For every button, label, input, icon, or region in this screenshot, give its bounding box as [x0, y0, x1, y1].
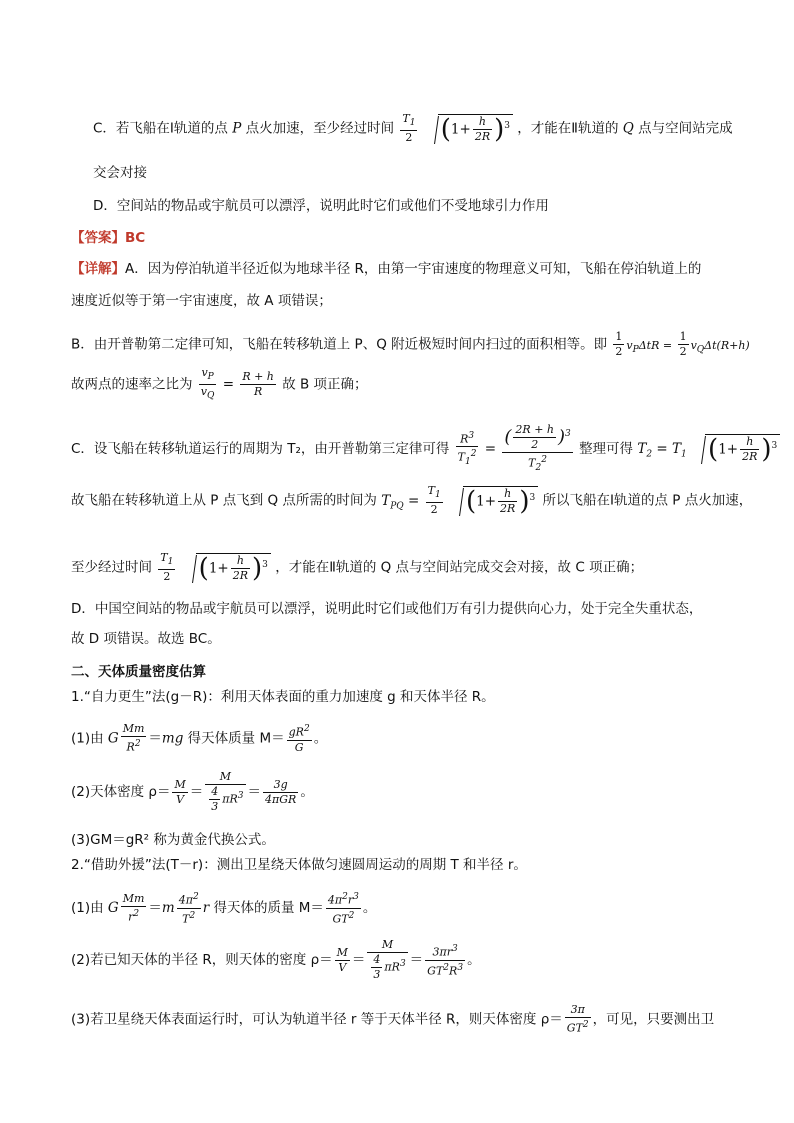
item-end: 。 — [467, 952, 481, 968]
item-end: 。 — [313, 730, 328, 747]
method-2: 2.“借助外援”法(T－r)：测出卫星绕天体做匀速圆周运动的周期 T 和半径 r。 — [71, 857, 527, 873]
mass-fraction: $\frac{gR^2}{G}$ — [288, 724, 310, 754]
detail-b-line2: 故两点的速率之比为 $\frac{v_P}{v_Q}$ = $\frac{R + h}{R}$ 故 B 项正确； — [71, 366, 368, 402]
method-1: 1.“自力更生”法(g－R)：利用天体表面的重力加速度 g 和天体半径 R。 — [71, 689, 495, 705]
method-1-item-2: (2)天体密度 ρ＝ $\frac{M}{V}$ ＝ M $\frac{4}{3}$ $\pi R^3$ ＝ $\frac{3g}{\text{4πGR}}$ 。 — [71, 770, 314, 813]
item-end: 。 — [300, 784, 314, 800]
fraction-t1-over-2-c: $\frac{T_1}{2}$ — [160, 551, 174, 584]
method-2-item-1: (1)由 G $\frac{Mm}{r^2}$ ＝m $\frac{4\pi^2}{T^2}$ r 得天体的质量 M＝ $\frac{4\pi^2r^3}{GT^2}$ 。 — [71, 891, 377, 926]
kepler-right: ( $\frac{2R + h}{2}$ )$^3$ $T_2^2$ — [504, 423, 571, 473]
item-prefix: (3)若卫星绕天体表面运行时，可认为轨道半径 r 等于天体半径 R，则天体密度 ρ＝ — [71, 1011, 563, 1028]
detail-d-line2: 故 D 项错误。故选 BC。 — [71, 631, 221, 647]
method-1-item-3: (3)GM＝gR² 称为黄金代换公式。 — [71, 832, 275, 848]
fraction-t1-over-2-b: $\frac{T_1}{2}$ — [427, 484, 441, 517]
velocity-ratio: $\frac{v_P}{v_Q}$ — [200, 366, 215, 402]
method-1-item-1: (1)由 G $\frac{Mm}{R^2}$ ＝mg 得天体质量 M＝ $\frac{gR^2}{G}$ 。 — [71, 722, 328, 754]
detail-b-suffix: 故 B 项正确； — [282, 376, 368, 393]
sqrt-expression: (1+ $\frac{h}{2R}$ )$^3$ — [426, 114, 513, 144]
item-end: 。 — [362, 900, 377, 917]
density-fraction-7: $\frac{3\pi}{GT^2}$ — [566, 1003, 589, 1035]
detail-c2-suffix: 所以飞船在Ⅰ轨道的点 P 点火加速， — [542, 492, 753, 509]
point-p: P — [232, 120, 242, 137]
detail-c-prefix: C．设飞船在转移轨道运行的周期为 T₂，由开普勒第三定律可得 — [71, 440, 450, 457]
detail-c-line1: C．设飞船在转移轨道运行的周期为 T₂，由开普勒第三定律可得 $\frac{R^3}{T_1^2}$ = ( $\frac{2R + h}{2}$ )$^3$ $T_2^2$ 整理可得 $T_2 = T_1$ (1+ $\frac{h}{2R}$ )$^3$ — [71, 423, 780, 475]
option-c-line1 — [93, 112, 733, 145]
point-q: Q — [622, 120, 634, 137]
detail-a-line2: 速度近似等于第一宇宙速度，故 A 项错误； — [71, 293, 332, 309]
gravity-fraction: $\frac{Mm}{R^2}$ — [122, 722, 145, 754]
detail-label: 【详解】 — [71, 261, 125, 277]
fraction-t1-over-2: $\frac{T_1}{2}$ — [402, 112, 416, 145]
option-c-end: 点与空间站完成 — [633, 120, 733, 137]
item-suffix: ，可见，只要测出卫 — [592, 1011, 715, 1028]
option-d: D．空间站的物品或宇航员可以漂浮，说明此时它们或他们不受地球引力作用 — [93, 198, 549, 214]
gravity-fraction-2: $\frac{Mm}{r^2}$ — [122, 891, 145, 924]
detail-a-text: A．因为停泊轨道半径近似为地球半径 R，由第一宇宙速度的物理意义可知，飞船在停泊轨道上的 — [125, 261, 702, 277]
item-prefix: (2)若已知天体的半径 R，则天体的密度 ρ＝ — [71, 952, 333, 968]
option-c-suffix: ，才能在Ⅱ轨道的 — [517, 120, 623, 137]
half-fraction: $\frac{1}{2}$ — [615, 330, 623, 358]
detail-c2-prefix: 故飞船在转移轨道上从 P 点飞到 Q 点所需的时间为 — [71, 492, 377, 509]
item-prefix: (1)由 — [71, 900, 104, 917]
sqrt-expression-2: (1+ $\frac{h}{2R}$ )$^3$ — [693, 434, 780, 464]
detail-d-line1: D．中国空间站的物品或宇航员可以漂浮，说明此时它们或他们万有引力提供向心力，处于完全失重状态， — [71, 601, 703, 617]
option-c-prefix: C．若飞船在Ⅰ轨道的点 — [93, 120, 233, 137]
section-title: 二、天体质量密度估算 — [71, 664, 206, 680]
detail-c-line3 — [71, 551, 643, 584]
detail-b-line1: B．由开普勒第二定律可知，飞船在转移轨道上 P、Q 附近极短时间内扫过的面积相等。即 $\frac{1}{2}$ $v_P\Delta tR$ = $\frac{1}{2}$ $v_Q\Delta t(R+h)$ — [71, 330, 750, 358]
density-fraction-4: $\frac{M}{V}$ — [336, 945, 348, 974]
detail-c-mid: 整理可得 — [579, 440, 634, 457]
item-prefix: (1)由 — [71, 730, 104, 747]
detail-c3-suffix: ，才能在Ⅱ轨道的 Q 点与空间站完成交会对接，故 C 项正确； — [275, 559, 644, 576]
option-c-line2: 交会对接 — [93, 165, 147, 181]
option-c-mid: 点火加速，至少经过时间 — [241, 120, 395, 137]
half-fraction-2: $\frac{1}{2}$ — [679, 330, 687, 358]
method-2-item-2: (2)若已知天体的半径 R，则天体的密度 ρ＝ $\frac{M}{V}$ ＝ M $\frac{4}{3}$ $\pi R^3$ ＝ $\frac{3\pi r^3}{GT^2R^3}$ 。 — [71, 938, 481, 981]
radius-ratio: $\frac{R + h}{R}$ — [242, 370, 274, 399]
density-fraction-1: $\frac{M}{V}$ — [174, 777, 186, 806]
detail-c3-prefix: 至少经过时间 — [71, 559, 152, 576]
answer-label: 【答案】BC — [71, 230, 146, 246]
method-2-item-3 — [71, 1003, 714, 1036]
density-fraction-2: M $\frac{4}{3}$ $\pi R^3$ — [205, 770, 245, 814]
mass-fraction-2: $\frac{4\pi^2r^3}{GT^2}$ — [327, 892, 359, 926]
detail-b-text: B．由开普勒第二定律可知，飞船在转移轨道上 P、Q 附近极短时间内扫过的面积相等。即 — [71, 336, 608, 353]
density-fraction-6: $\frac{3\pi r^3}{GT^2R^3}$ — [427, 943, 464, 978]
sqrt-expression-4: (1+ $\frac{h}{2R}$ )$^3$ — [184, 553, 271, 583]
density-fraction-5: M $\frac{4}{3}$ $\pi R^3$ — [367, 938, 407, 982]
item-mid: 得天体的质量 M＝ — [213, 900, 324, 917]
detail-b-prefix: 故两点的速率之比为 — [71, 376, 193, 393]
sqrt-expression-3: (1+ $\frac{h}{2R}$ )$^3$ — [451, 486, 538, 516]
item-mid: 得天体质量 M＝ — [187, 730, 285, 747]
density-fraction-3: $\frac{3g}{\text{4πGR}}$ — [265, 777, 297, 806]
detail-c-line2: 故飞船在转移轨道上从 P 点飞到 Q 点所需的时间为 $T_{PQ}$ = $\frac{T_1}{2}$ (1+ $\frac{h}{2R}$ )$^3$ 所以飞船在Ⅰ轨道的点 P 点火加速， — [71, 484, 753, 517]
detail-a-line1 — [71, 259, 701, 279]
centripetal-fraction: $\frac{4\pi^2}{T^2}$ — [178, 892, 199, 926]
kepler-left: $\frac{R^3}{T_1^2}$ — [457, 430, 477, 468]
item-prefix: (2)天体密度 ρ＝ — [71, 784, 171, 800]
